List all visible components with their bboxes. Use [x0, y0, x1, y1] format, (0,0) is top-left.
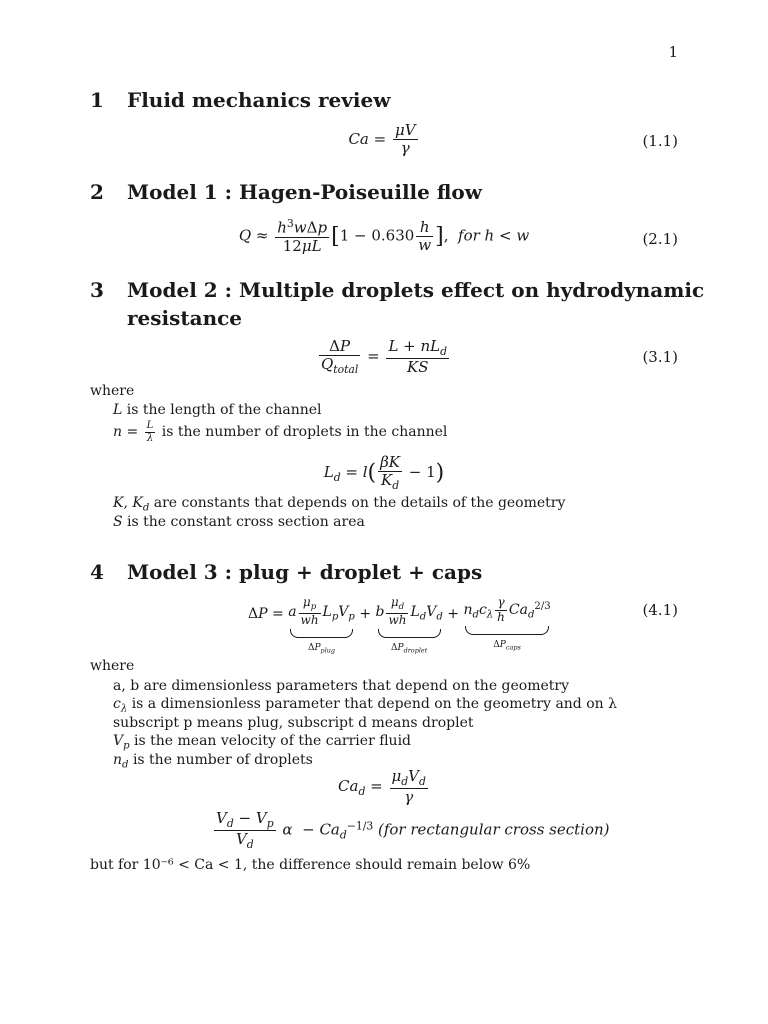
- section-number: 4: [90, 560, 104, 584]
- definition-line: L is the length of the channel: [113, 402, 322, 418]
- section-2-heading: [90, 180, 482, 204]
- equation-number: (1.1): [642, 132, 678, 150]
- equation-number: (4.1): [642, 601, 678, 619]
- definition-text: is the constant cross section area: [127, 514, 365, 530]
- section-number: 3: [90, 278, 104, 302]
- equation-number: (3.1): [642, 348, 678, 366]
- section-4-heading: [90, 560, 482, 584]
- equation-proportional: $\frac{V_d - V_p}{V_d}$ $\alpha - Ca_d^{-1/3}$ (for rectangular cross section): [216, 809, 610, 851]
- definition-text: is a dimensionless parameter that depend on the geometry and on λ: [131, 696, 617, 712]
- definition-text: are constants that depends on the details of the geometry: [153, 495, 566, 511]
- where-label: where: [90, 383, 135, 399]
- definition-line: n = $\frac{L}{\lambda}$ is the number of droplets in the channel: [113, 420, 448, 444]
- equation-Ld: $L_d = l$( $\frac{\beta K}{K_d}$ − 1): [323, 453, 445, 493]
- section-number: 1: [90, 88, 104, 112]
- section-3-heading-line2: resistance: [127, 306, 243, 330]
- proportional-note: (for rectangular cross section): [378, 820, 610, 839]
- definition-text: is the mean velocity of the carrier fluid: [134, 733, 412, 749]
- definition-line: $V_p$ is the mean velocity of the carrier fluid: [113, 733, 412, 752]
- equation-Cad: $Ca_d$ = $\frac{\mu_dV_d}{\gamma}$: [338, 767, 426, 807]
- brace-droplet: b $\frac{\mu_d}{wh}$ $L_dV_d$ $\Delta P_{droplet}$: [375, 595, 443, 654]
- section-number: 2: [90, 180, 104, 204]
- definition-line: a, b are dimensionless parameters that depend on the geometry: [113, 678, 570, 694]
- final-line: but for 10⁻⁶ < Ca < 1, the difference should remain below 6%: [90, 857, 531, 873]
- definition-text: is the length of the channel: [126, 402, 322, 418]
- definition-text: is the number of droplets: [132, 752, 313, 768]
- where-label: where: [90, 658, 135, 674]
- definition-line: $c_\lambda$ is a dimensionless parameter that depend on the geometry and on λ: [113, 696, 617, 715]
- section-3-heading: [90, 278, 704, 302]
- definition-line: subscript p means plug, subscript d means droplet: [113, 715, 474, 731]
- section-title: Fluid mechanics review: [127, 88, 391, 112]
- brace-caps: $n_dc_\lambda$ $\frac{\gamma}{h}$ $Ca_d^{2/3}$ $\Delta P_{caps}$: [463, 595, 551, 651]
- definition-text: is the number of droplets in the channel: [161, 424, 448, 440]
- section-title: Model 2 : Multiple droplets effect on hydrodynamic: [127, 278, 705, 302]
- section-1-heading: [90, 88, 390, 112]
- definition-line: $n_d$ is the number of droplets: [113, 752, 313, 771]
- page-number: 1: [668, 43, 678, 61]
- equation-1-1: Ca = $\frac{\mu V}{\gamma}$: [348, 121, 416, 158]
- section-title: Model 3 : plug + droplet + caps: [127, 560, 483, 584]
- section-title: Model 1 : Hagen-Poiseuille flow: [127, 180, 482, 204]
- equation-number: (2.1): [642, 230, 678, 248]
- equation-4-1: ΔP = a $\frac{\mu_p}{wh}$ $L_pV_p$ $\Delta P_{plug}$ + b $\frac{\mu_d}{wh}$ $L_dV_d$ $\Delta P_{droplet}$ + $n_dc_\lambda$ $\frac{\gamma}{h}$ $Ca_d^{2/3}$ $\Delta P_{caps}$: [248, 595, 551, 654]
- equation-3-1: $\frac{\Delta P}{Q_{total}}$ = $\frac{L + nL_d}{KS}$: [320, 337, 448, 377]
- definition-line: K, $K_d$ are constants that depends on the details of the geometry: [113, 495, 566, 514]
- equation-2-1: Q ≈ $\frac{h^3w\Delta p}{12\mu L}$ [1 − 0.630 $\frac{h}{w}$ ], for h < w: [238, 217, 530, 255]
- definition-line: S is the constant cross section area: [113, 514, 365, 530]
- brace-plug: a $\frac{\mu_p}{wh}$ $L_pV_p$ $\Delta P_{plug}$: [288, 595, 355, 654]
